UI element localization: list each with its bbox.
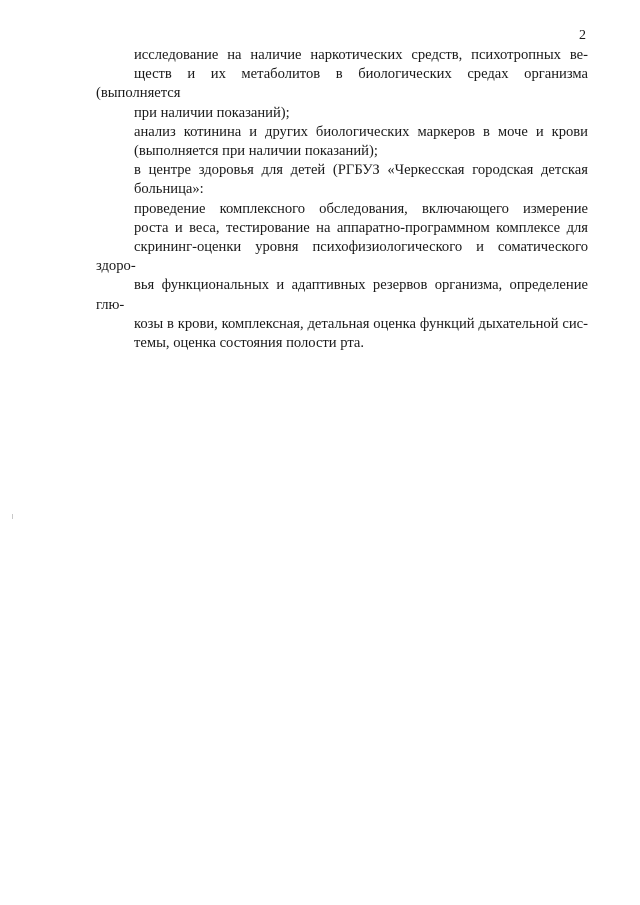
paragraph-children-health-center bbox=[96, 161, 588, 199]
text-line: анализ котинина и других биологических маркеров в моче и крови bbox=[134, 123, 588, 140]
paragraph-cotinine-analysis bbox=[96, 123, 588, 161]
scan-artifact bbox=[12, 514, 13, 519]
text-line: проведение комплексного обследования, включающего измерение bbox=[134, 200, 588, 217]
text-line: (выполняется при наличии показаний); bbox=[134, 143, 378, 160]
text-line: при наличии показаний); bbox=[134, 104, 290, 121]
text-line: темы, оценка состояния полости рта. bbox=[134, 335, 365, 352]
paragraph-drug-screening bbox=[96, 46, 588, 123]
text-line: исследование на наличие наркотических средств, психотропных ве- bbox=[134, 47, 588, 63]
text-line: козы в крови, комплексная, детальная оценка функций дыхательной сис- bbox=[134, 315, 588, 332]
text-line: роста и веса, тестирование на аппаратно-программном комплексе для bbox=[134, 219, 588, 236]
page-number: 2 bbox=[579, 28, 586, 43]
text-line: вья функциональных и адаптивных резервов организма, определение глю- bbox=[96, 277, 588, 313]
document-body bbox=[96, 46, 588, 353]
text-line: ществ и их метаболитов в биологических средах организма (выполняется bbox=[96, 66, 588, 102]
text-line: больница»: bbox=[134, 181, 204, 198]
text-line: скрининг-оценки уровня психофизиологического и соматического здоро- bbox=[96, 239, 588, 275]
text-line: в центре здоровья для детей (РГБУЗ «Черкесская городская детская bbox=[134, 162, 588, 179]
paragraph-comprehensive-exam bbox=[96, 200, 588, 354]
